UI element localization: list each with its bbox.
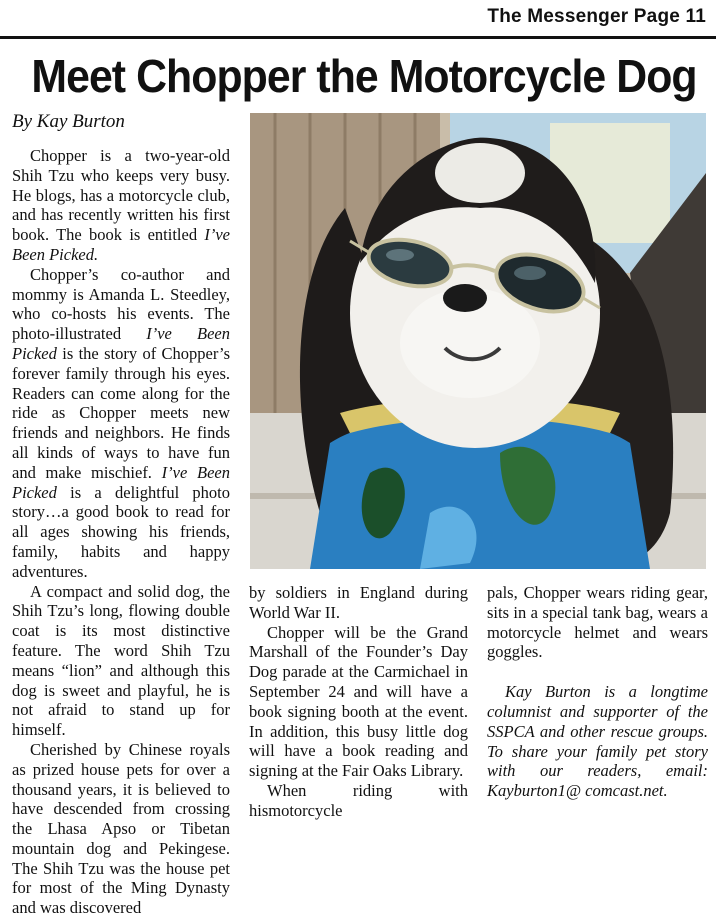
paragraph: Chopper’s co-author and mommy is Amanda L. Steedley, who co-hosts his events. The photo-illustrated I’ve Been Picked is the story of Chopper’s forever family through his eyes. Readers can come along for the ride as Chopper meets new friends and neighbors. He finds all kinds of ways to have fun and make mischief. I’ve Been Picked is a delightful photo story…a good book to read for all ages showing his friends, family, habits and happy adventures. [12, 264, 230, 581]
dog-illustration [250, 113, 706, 569]
paragraph: by soldiers in England during World War II. [249, 583, 468, 622]
header-title: The Messenger Page 11 [487, 6, 706, 27]
paragraph: pals, Chopper wears riding gear, sits in a special tank bag, wears a motorcycle helmet and wears goggles. [487, 583, 708, 662]
paragraph: Chopper is a two-year-old Shih Tzu who keeps very busy. He blogs, has a motorcycle club, and has recently written his first book. The book is entitled I’ve Been Picked. [12, 146, 230, 264]
author-note: Kay Burton is a longtime columnist and supporter of the SSPCA and other rescue groups. To share your family pet story with our readers, email: Kayburton1@ comcast.net. [487, 682, 708, 801]
paragraph: Cherished by Chinese royals as prized house pets for over a thousand years, it is believed to have descended from crossing the Lhasa Apso or Tibetan mountain dog and Pekingese. The Shih Tzu was the house pet for most of the Ming Dynasty and was discovered [12, 739, 230, 918]
paragraph: When riding with hismotorcycle [249, 780, 468, 820]
paragraph: A compact and solid dog, the Shih Tzu’s long, flowing double coat is its most distinctive feature. The word Shih Tzu means “lion” and although this dog is sweet and playful, he is not afraid to stand up for himself. [12, 581, 230, 740]
article-column-3 [487, 583, 708, 801]
article-byline: By Kay Burton [12, 111, 125, 132]
paragraph: Chopper will be the Grand Marshall of the Founder’s Day Dog parade at the Carmichael in September 24 and will have a book signing booth at the event. In addition, this busy little dog will have a book reading and signing at the Fair Oaks Library. [249, 622, 468, 781]
article-headline: Meet Chopper the Motorcycle Dog [31, 50, 697, 102]
article-photo-dog-with-sunglasses [250, 113, 706, 569]
article-column-2 [249, 583, 468, 820]
page-header [0, 0, 716, 39]
article-column-1 [12, 146, 230, 918]
